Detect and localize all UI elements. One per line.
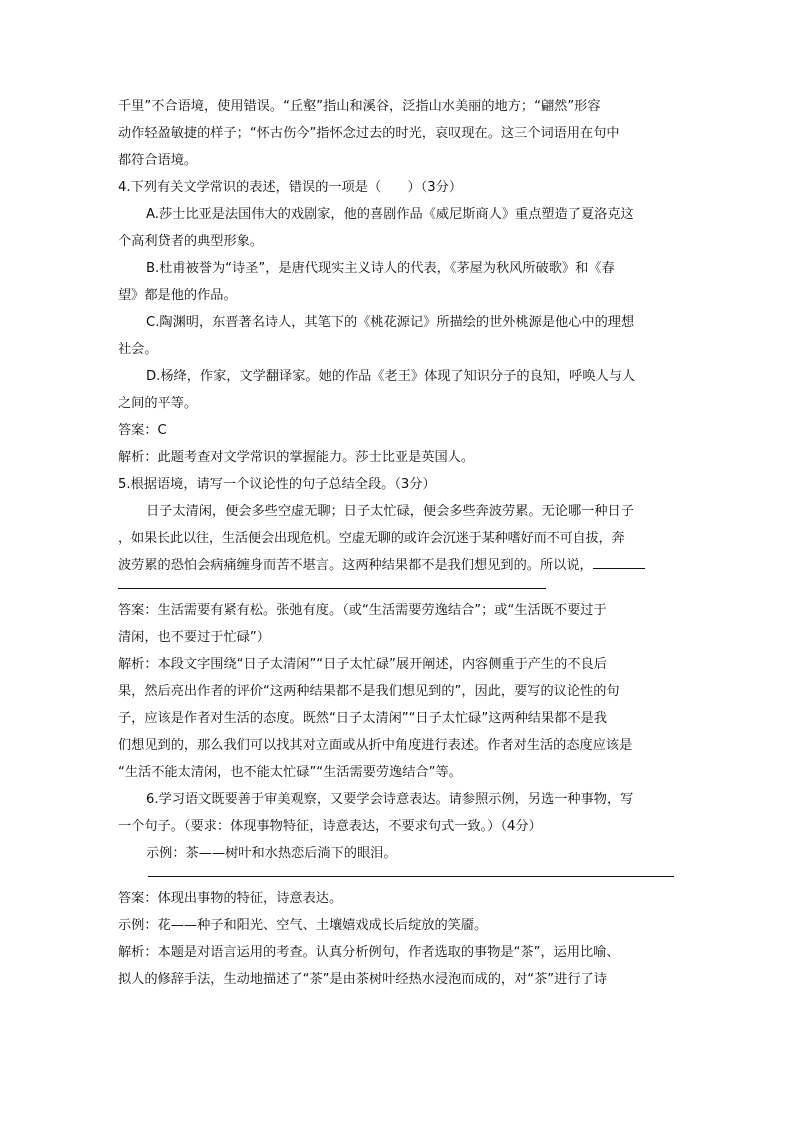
q5-answer: 答案：生活需要有紧有松。张弛有度。（或“生活需要劳逸结合”；或“生活既不要过于 bbox=[118, 603, 607, 618]
q3-analysis-line: 动作轻盈敏捷的样子；“怀古伤今”指怀念过去的时光，哀叹现在。这三个词语用在句中 bbox=[118, 126, 620, 141]
q4-option-d: D.杨绛，作家，文学翻译家。她的作品《老王》体现了知识分子的良知，呼唤人与人 bbox=[146, 369, 636, 384]
q6-answer-example: 示例：花——种子和阳光、空气、土壤嬉戏成长后绽放的笑靥。 bbox=[118, 918, 488, 933]
q4-question: 4.下列有关文学常识的表述，错误的一项是（ ）（3分） bbox=[118, 180, 463, 195]
q5-analysis: 解析：本段文字围绕“日子太清闲”“日子太忙碌”展开阐述，内容侧重于产生的不良后 bbox=[118, 657, 607, 672]
q6-question: 6.学习语文既要善于审美观察，又要学会诗意表达。请参照示例，另选一种事物，写 bbox=[146, 792, 634, 807]
q4-option-d-cont: 之间的平等。 bbox=[118, 396, 198, 411]
answer-blank[interactable] bbox=[593, 552, 645, 569]
q5-analysis-cont: 子，应该是作者对生活的态度。既然“日子太清闲”“日子太忙碌”这两种结果都不是我 bbox=[118, 711, 607, 726]
q5-passage-line: ，如果长此以往，生活便会出现危机。空虚无聊的或许会沉迷于某种嗜好而不可自拔，奔 bbox=[118, 531, 625, 546]
q6-example: 示例：茶——树叶和水热恋后淌下的眼泪。 bbox=[146, 846, 397, 861]
q6-answer: 答案：体现出事物的特征，诗意表达。 bbox=[118, 891, 343, 906]
q4-answer: 答案：C bbox=[118, 423, 167, 438]
q5-analysis-cont: 们想见到的，那么我们可以找其对立面或从折中角度进行表述。作者对生活的态度应该是 bbox=[118, 738, 633, 753]
document-page bbox=[118, 93, 678, 993]
answer-line[interactable] bbox=[118, 588, 546, 589]
q5-question: 5.根据语境，请写一个议论性的句子总结全段。（3分） bbox=[118, 477, 436, 492]
q5-answer-cont: 清闲，也不要过于忙碌”） bbox=[118, 630, 270, 645]
q4-option-b-cont: 望》都是他的作品。 bbox=[118, 288, 237, 303]
q6-question-cont: 一个句子。（要求：体现事物特征，诗意表达，不要求句式一致。）（4分） bbox=[118, 819, 542, 834]
q5-passage-line: 日子太清闲，便会多些空虚无聊；日子太忙碌，便会多些奔波劳累。无论哪一种日子 bbox=[146, 504, 634, 519]
q4-analysis: 解析：此题考查对文学常识的掌握能力。莎士比亚是英国人。 bbox=[118, 450, 475, 465]
q5-passage-line bbox=[118, 552, 678, 579]
q4-option-c: C.陶渊明，东晋著名诗人，其笔下的《桃花源记》所描绘的世外桃源是他心中的理想 bbox=[146, 315, 635, 330]
q4-option-c-cont: 社会。 bbox=[118, 342, 158, 357]
q4-option-b: B.杜甫被誉为“诗圣”，是唐代现实主义诗人的代表，《茅屋为秋风所破歌》和《春 bbox=[146, 261, 615, 276]
q6-analysis-cont: 拟人的修辞手法，生动地描述了“茶”是由茶树叶经热水浸泡而成的，对“茶”进行了诗 bbox=[118, 972, 607, 987]
answer-line[interactable] bbox=[148, 876, 674, 877]
q4-option-a-cont: 个高利贷者的典型形象。 bbox=[118, 234, 264, 249]
q6-analysis: 解析：本题是对语言运用的考查。认真分析例句，作者选取的事物是“茶”，运用比喻、 bbox=[118, 945, 620, 960]
q3-analysis-line: 千里”不合语境，使用错误。“丘壑”指山和溪谷，泛指山水美丽的地方；“翩然”形容 bbox=[118, 99, 601, 114]
q5-passage-text: 波劳累的恐怕会病痛缠身而苦不堪言。这两种结果都不是我们想见到的。所以说， bbox=[118, 558, 593, 573]
q3-analysis-line: 都符合语境。 bbox=[118, 153, 198, 168]
q5-analysis-cont: 果，然后亮出作者的评价“这两种结果都不是我们想见到的”，因此，要写的议论性的句 bbox=[118, 684, 620, 699]
q5-analysis-cont: “生活不能太清闲，也不能太忙碌”“生活需要劳逸结合”等。 bbox=[118, 765, 462, 780]
q4-option-a: A.莎士比亚是法国伟大的戏剧家，他的喜剧作品《威尼斯商人》重点塑造了夏洛克这 bbox=[146, 207, 634, 222]
